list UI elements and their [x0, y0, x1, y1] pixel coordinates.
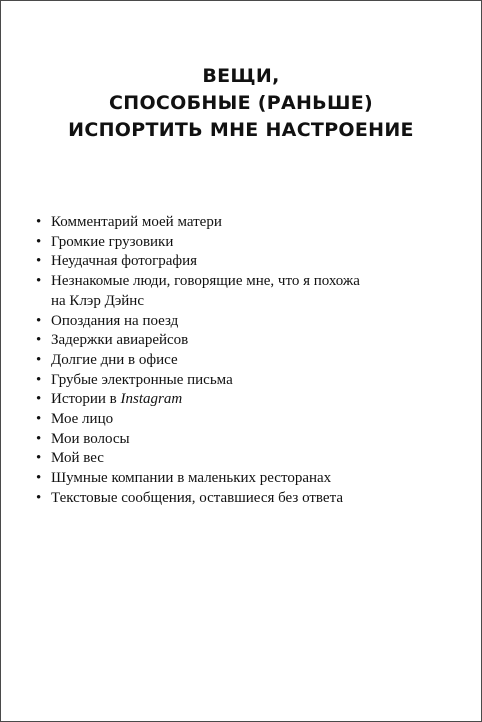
list-item-text-prefix: Истории в [51, 391, 121, 408]
bullet-icon: • [36, 312, 42, 329]
list-item [34, 449, 454, 469]
list-item-text-line-1: Незнакомые люди, говорящие мне, что я похожа [51, 273, 360, 290]
bullet-icon: • [36, 214, 42, 230]
list-item [34, 430, 454, 450]
mood-triggers-list [34, 213, 454, 509]
list-item-text: Шумные компании в маленьких ресторанах [51, 470, 332, 487]
list-item-text: Громкие грузовики [51, 233, 174, 250]
list-item [34, 489, 454, 509]
list-item-text: Долгие дни в офисе [51, 351, 178, 368]
bullet-icon: • [36, 273, 42, 290]
list-item-text: Опоздания на поезд [51, 312, 179, 329]
list-item-text: Комментарий моей матери [51, 214, 222, 230]
page-title-line-1: ВЕЩИ, [202, 65, 280, 87]
list-item-text [51, 390, 454, 410]
bullet-icon: • [36, 332, 42, 349]
list-item [34, 312, 454, 332]
list-item-text-line-2: на Клэр Дэйнс [51, 292, 144, 309]
list-item-text: Грубые электронные письма [51, 371, 233, 388]
list-item [34, 252, 454, 272]
list-item-text: Мои волосы [51, 430, 130, 447]
bullet-icon: • [36, 489, 42, 506]
bullet-icon: • [36, 351, 42, 368]
list-item-text-emphasis: Instagram [120, 391, 183, 408]
bullet-icon: • [36, 430, 42, 447]
list-item [34, 371, 454, 391]
list-item [34, 351, 454, 371]
page-title-line-3: ИСПОРТИТЬ МНЕ НАСТРОЕНИЕ [68, 119, 414, 141]
page-title-line-2: СПОСОБНЫЕ (РАНЬШЕ) [109, 92, 373, 114]
list-item-text: Задержки авиарейсов [51, 332, 189, 349]
list-item [34, 272, 454, 311]
bullet-icon: • [36, 371, 42, 388]
bullet-icon: • [36, 233, 42, 250]
list-item [34, 233, 454, 253]
list-item-text: Неудачная фотография [51, 253, 198, 270]
bullet-icon: • [36, 391, 42, 408]
list-item-text: Текстовые сообщения, оставшиеся без ответа [51, 489, 343, 506]
bullet-icon: • [36, 411, 42, 428]
list-item [34, 410, 454, 430]
list-item [34, 213, 454, 233]
bullet-icon: • [36, 253, 42, 270]
bullet-icon: • [36, 450, 42, 467]
list-item [34, 469, 454, 489]
list-item [34, 331, 454, 351]
list-item-text: Мой вес [51, 450, 104, 467]
list-item-text: Мое лицо [51, 411, 114, 428]
bullet-icon: • [36, 470, 42, 487]
page-title [1, 63, 481, 144]
list-item [34, 390, 454, 410]
